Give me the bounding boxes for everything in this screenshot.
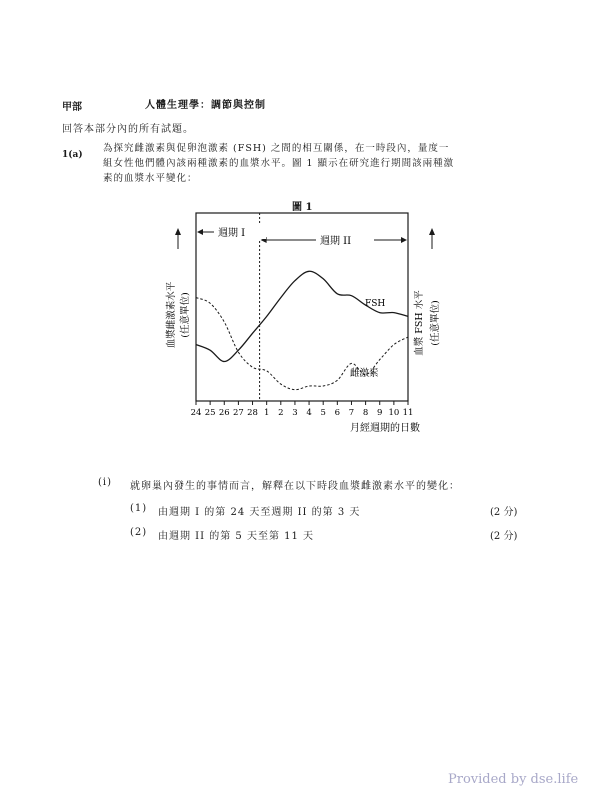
- item-2-text: 由週期 II 的第 5 天至第 11 天: [158, 531, 315, 542]
- figure-title: 圖 1: [292, 202, 313, 213]
- instruction-text: 回答本部分內的所有試題。: [62, 124, 194, 135]
- x-tick-label: 27: [232, 408, 244, 418]
- item-1-text: 由週期 I 的第 24 天至週期 II 的第 3 天: [158, 507, 361, 518]
- subquestion-text: 就卵巢內發生的事情而言，解釋在以下時段血漿雌激素水平的變化：: [130, 481, 460, 492]
- x-tick-label: 3: [292, 408, 298, 418]
- period-i-label: 週期 I: [218, 228, 246, 239]
- x-tick-label: 7: [348, 408, 355, 418]
- item-2-label: (2): [130, 527, 148, 538]
- x-tick-label: 25: [204, 408, 216, 418]
- fsh-series-line: [196, 271, 408, 361]
- period-ii-arrowhead-right: [401, 237, 407, 243]
- x-tick-label: 26: [218, 408, 230, 418]
- fsh-series-label: FSH: [365, 299, 386, 309]
- x-tick-label: 5: [320, 408, 326, 418]
- x-axis-label: 月經週期的日數: [350, 423, 420, 434]
- x-tick-label: 6: [334, 408, 341, 418]
- item-1-label: (1): [130, 503, 148, 514]
- period-i-arrowhead-left: [197, 229, 203, 235]
- x-tick-label: 10: [388, 408, 400, 418]
- question-line-3: 素的血漿水平變化：: [103, 173, 198, 184]
- question-line-1: 為探究雌激素與促卵泡激素 (FSH) 之間的相互關係，在一時段內，量度一: [103, 143, 450, 154]
- right-axis-unit: (任意單位): [430, 300, 441, 346]
- x-tick-label: 1: [263, 408, 270, 418]
- figure-1-chart: [150, 205, 460, 445]
- item-1-marks: (2 分): [490, 507, 518, 518]
- x-tick-label: 2: [278, 408, 284, 418]
- x-tick-label: 24: [190, 408, 202, 418]
- x-axis-ticks: [191, 401, 414, 418]
- x-tick-label: 28: [247, 408, 258, 418]
- left-axis-arrowhead: [175, 228, 181, 235]
- footer-credit: Provided by dse.life: [448, 772, 579, 787]
- question-line-2: 組女性他們體內該兩種激素的血漿水平。圖 1 顯示在研究進行期間該兩種激: [103, 158, 455, 169]
- x-tick-label: 11: [402, 408, 414, 418]
- x-tick-label: 8: [362, 408, 369, 418]
- subquestion-label: (i): [98, 477, 113, 488]
- x-tick-label: 9: [377, 408, 383, 418]
- left-axis-label: 血漿雌激素水平: [166, 281, 177, 349]
- question-number: 1(a): [62, 150, 83, 160]
- section-title: 人體生理學：調節與控制: [145, 100, 266, 111]
- estrogen-series-label: 雌激素: [350, 368, 379, 379]
- x-tick-label: 4: [306, 408, 312, 418]
- section-label: 甲部: [62, 102, 82, 113]
- period-ii-label: 週期 II: [320, 236, 352, 247]
- item-2-marks: (2 分): [490, 531, 518, 542]
- right-axis-arrowhead: [429, 228, 435, 235]
- left-axis-unit: (任意單位): [180, 292, 191, 338]
- right-axis-label: 血漿 FSH 水平: [414, 290, 425, 356]
